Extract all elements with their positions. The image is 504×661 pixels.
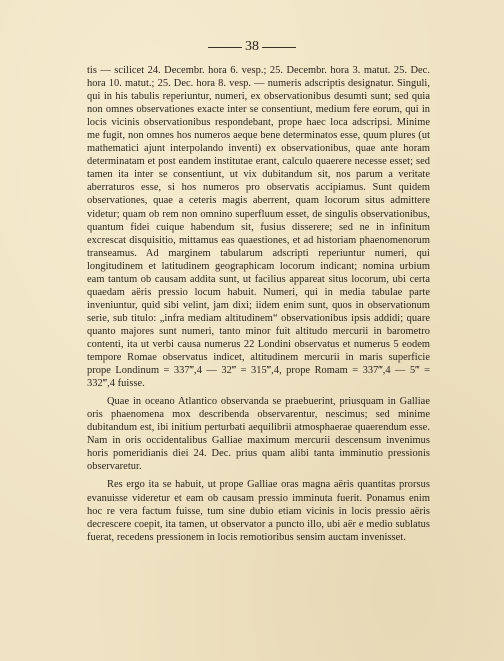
header-rule-left xyxy=(208,47,242,48)
paragraph-3: Res ergo ita se habuit, ut prope Galliae oras magna aëris quantitas prorsus evanuisse videretur et eam ob causam pressio imminuta fuerit. Ponamus enim hoc re vera factum fuisse, tum sine dubio etiam vicinis in locis pressio aëris decrescere coepit, ita tamen, ut observator a puncto illo, ubi aër e medio sublatus fuerat, recedens pressionem in locis remotioribus sensim auctam invenisset. xyxy=(87,479,430,543)
page-number: 38 xyxy=(245,39,259,54)
body-text xyxy=(87,64,430,544)
paragraph-1: tis — scilicet 24. Decembr. hora 6. vesp.; 25. Decembr. hora 3. matut. 25. Dec. hora 10. matut.; 25. Dec. hora 8. vesp. — numeris adscriptis designatur. Singuli, qui in his tabulis reperiuntur, numeri, ex observationibus desumti sunt; sed quia non omnes observationes exacte inter se consentiunt, medium fere eorum, qui in locis vicinis observationibus respondebant, prope haec loca adscripsi. Minime me fugit, non omnes hos numeros aeque bene determinatos esse, quum plures (ut mathematici ajunt interpolando inventi) ex observationibus, quae ante horam determinatam et post eandem institutae erant, calculo quaerere necesse esset; sed tamen ita inter se consentiunt, ut vix dubitandum sit, nos parum a veritate aberraturos esse, si hos numeros pro observatis accipiamus. Sunt quidem observationes, quae a ceteris magis aberrent, quam locorum situs admittere videtur; quam ob rem non omnino superfluum esset, de singulis observationibus, quantum fidei cuique habendum sit, fusius disserere; sed ne in infinitum excrescat disquisitio, mittamus eas quaestiones, et ad historiam phaenomenorum transeamus. Ad marginem tabularum adscripti reperiuntur numeri, qui longitudinem et latitudinem geographicam locorum indicant; nomina urbium eam tantum ob causam addita sunt, ut facilius appareat situs locorum, ubi certa quaedam aëris pressio locum habuit. Numeri, qui in media tabulae parte inveniuntur, quid sibi velint, jam dixi; iidem enim sunt, quos in observationum serie, sub titulo: „infra mediam altitudinem“ observationibus ipsis addidi; quare quanto majores sunt numeri, tanto minor fuit altitudo mercurii in barometro contenti, ita ut verbi causa numerus 22 Londini observatus et numerus 5 eodem tempore Romae observatus indicet, altitudinem mercurii in maris superficie prope Londinum = 337‴,4 — 32‴ = 315‴,4, prope Romam = 337‴,4 — 5‴ = 332‴,4 fuisse. xyxy=(87,65,430,390)
paragraph-2: Quae in oceano Atlantico observanda se praebuerint, priusquam in Galliae oris phaenomena mox describenda observarentur, nescimus; sed minime dubitandum est, ibi initium perturbati aequilibrii atmosphaerae quaerendum esse. Nam in oris occidentalibus Galliae maximum mercurii descensum invenimus horis pomeridianis diei 24. Dec. prius quam alibi tanta imminutio pressionis observaretur. xyxy=(87,396,430,473)
header-rule-right xyxy=(262,47,296,48)
page-header xyxy=(0,38,504,58)
